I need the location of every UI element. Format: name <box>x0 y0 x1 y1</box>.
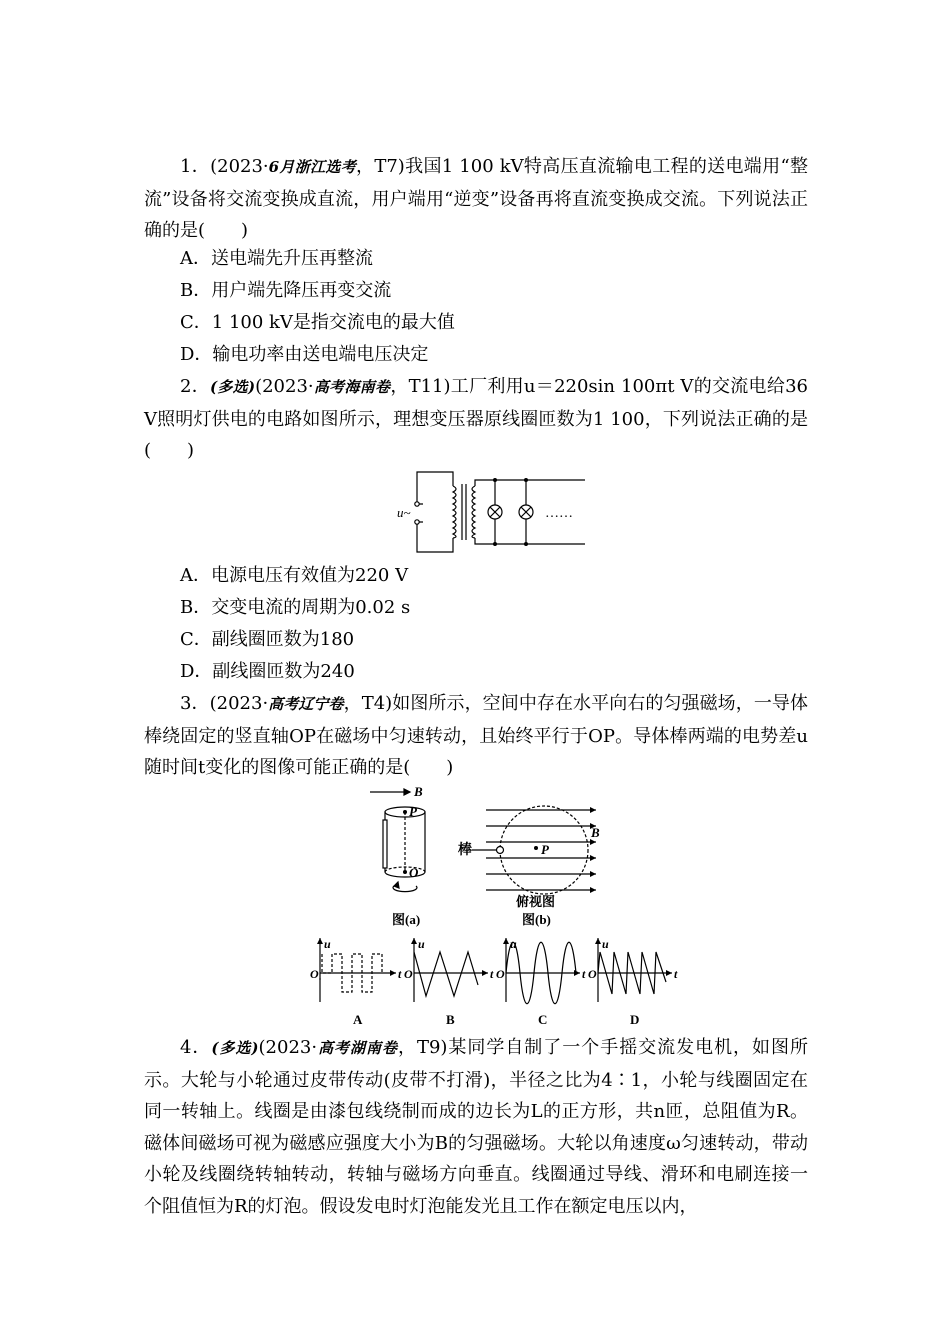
graph-b-o-label: O <box>404 967 413 981</box>
graph-d-o-label: O <box>588 967 597 981</box>
primary-wire-bottom <box>417 522 453 552</box>
question-3-number: 3．(2023· <box>180 693 269 714</box>
primary-coil <box>453 486 456 538</box>
question-4-prefix: (2023· <box>258 1037 318 1058</box>
graph-c-o-label: O <box>496 967 505 981</box>
primary-wire-top <box>417 472 453 504</box>
graph-d-label: D <box>630 1012 640 1027</box>
graph-c-t-label: t <box>582 967 586 981</box>
point-o-label: O <box>409 865 419 880</box>
field-label-a: B <box>414 784 423 799</box>
point-p-label-a: P <box>409 804 417 819</box>
point-p-label-b: P <box>541 842 549 857</box>
question-4-text: ，T9)某同学自制了一个手摇交流发电机，如图所示。大轮与小轮通过皮带传动(皮带不打滑)，半径之比为4∶1，小轮与线圈固定在同一转轴上。线圈是由漆包线绕制而成的边长为L的正方形，共n匝，总阻值为R。磁体间磁场可视为磁感应强度大小为B的匀强磁场。大轮以角速度ω匀速转动，带动小轮及线圈绕转轴转动，转轴与磁场方向垂直。线圈通过导线、滑环和电刷连接一个阻值恒为R的灯泡。假设发电时灯泡能发光且工作在额定电压以内， <box>144 1037 808 1217</box>
question-3-stem <box>144 688 808 784</box>
rod-label: 棒 <box>458 843 472 858</box>
question-4-number: 4． <box>180 1037 212 1058</box>
field-label-b: B <box>591 825 600 840</box>
question-1-number: 1．(2023· <box>180 156 269 177</box>
question-1-option-d: D．输电功率由送电端电压决定 <box>180 344 429 365</box>
graph-b-t-label: t <box>490 967 494 981</box>
question-2-option-a: A．电源电压有效值为220 V <box>180 565 409 586</box>
source-label: u~ <box>397 505 411 520</box>
question-2-number: 2． <box>180 376 211 397</box>
graph-b-u-label: u <box>418 937 425 951</box>
graph-d-t-label: t <box>674 967 678 981</box>
question-2-tag: (多选) <box>210 378 256 396</box>
question-2-stem <box>144 371 808 467</box>
graph-c-u-label: u <box>510 937 517 951</box>
terminal-bottom <box>415 520 419 524</box>
question-2-text: ，T11)工厂利用u＝220sin 100πt V的交流电给36 V照明灯供电的电路如图所示，理想变压器原线圈匝数为1 100，下列说法正确的是( ) <box>144 376 809 461</box>
graph-d-u-label: u <box>602 937 609 951</box>
question-4-stem <box>144 1032 808 1222</box>
top-view-label: 俯视图 <box>516 894 556 909</box>
question-4-source: 高考湖南卷 <box>317 1039 398 1057</box>
graph-a-u-label: u <box>324 937 331 951</box>
question-1-option-c: C．1 100 kV是指交流电的最大值 <box>180 312 455 333</box>
question-3-text: ，T4)如图所示，空间中存在水平向右的匀强磁场，一导体棒绕固定的竖直轴OP在磁场中匀速转动，且始终平行于OP。导体棒两端的电势差u随时间t变化的图像可能正确的是( ) <box>144 693 808 778</box>
transformer-circuit-figure <box>395 464 595 560</box>
rotating-rod-figure <box>300 782 700 1032</box>
graph-a-o-label: O <box>310 967 319 981</box>
question-2-prefix: (2023· <box>255 376 314 397</box>
question-1-text: ，T7)我国1 100 kV特高压直流输电工程的送电端用“整流”设备将交流变换成直流，用户端用“逆变”设备再将直流变换成交流。下列说法正确的是( ) <box>144 156 808 241</box>
secondary-wire-top <box>475 480 585 486</box>
terminal-top <box>415 502 419 506</box>
question-2-option-d: D．副线圈匝数为240 <box>180 661 355 682</box>
continuation-dots: …… <box>545 506 573 521</box>
graph-b-label: B <box>446 1012 455 1027</box>
question-2-option-c: C．副线圈匝数为180 <box>180 629 355 650</box>
secondary-coil <box>472 486 475 538</box>
graph-c-label: C <box>538 1012 548 1027</box>
question-2-option-b: B．交变电流的周期为0.02 s <box>180 597 411 618</box>
question-2-source: 高考海南卷 <box>313 378 391 396</box>
question-4-tag: (多选) <box>211 1039 259 1057</box>
question-1-source: 6月浙江选考 <box>268 158 357 176</box>
question-1-option-b: B．用户端先降压再变交流 <box>180 280 392 301</box>
question-3-source: 高考辽宁卷 <box>268 695 344 713</box>
caption-b: 图(b) <box>522 912 551 927</box>
secondary-wire-bottom <box>475 538 585 544</box>
question-1-option-a: A．送电端先升压再整流 <box>180 248 373 269</box>
question-1-stem <box>144 151 808 247</box>
caption-a: 图(a) <box>392 912 421 927</box>
graph-a-t-label: t <box>398 967 402 981</box>
graph-a-label: A <box>353 1012 363 1027</box>
